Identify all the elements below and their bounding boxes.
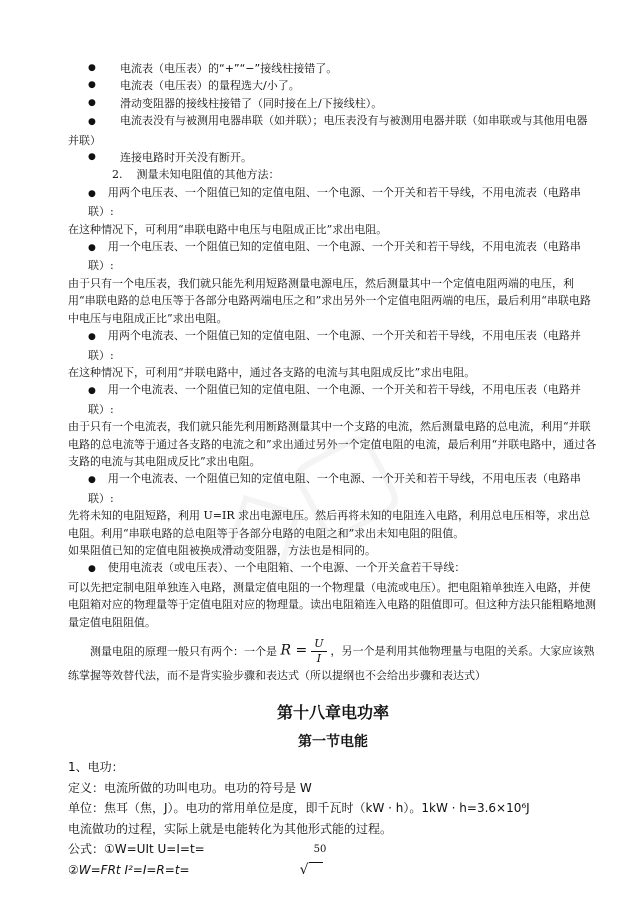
method-bullet: ● 用两个电流表、一个阻值已知的定值电阻、一个电源、一个开关和若干导线，不用电压表（电路并联）: (88, 329, 581, 362)
bullet-icon: ● (88, 243, 96, 254)
bullet-icon: ● (88, 188, 96, 199)
method-body: 可以先把定制电阻单独连入电路，测量定值电阻的一个物理量（电流或电压）。把电阻箱单独连入电路，并使电阻箱对应的物理量等于定值电阻对应的物理量。读出电阻箱连入电路的阻值即可。但这种方法只能粗略地测量定值电阻阻值。 (68, 580, 596, 629)
document-page (68, 60, 598, 880)
bullet-icon: ● (88, 80, 96, 91)
fraction: $\frac{U}{I}$ (311, 637, 326, 666)
method-bullet: ● 用一个电流表、一个阻值已知的定值电阻、一个电源、一个开关和若干导线，不用电压表（电路并联）: (88, 383, 581, 416)
sqrt-icon: √ (300, 860, 323, 881)
method-note: 如果阻值已知的定值电阻被换成滑动变阻器，方法也是相同的。 (68, 543, 376, 557)
bullet-icon: ● (88, 386, 96, 397)
page-number: 50 (313, 844, 327, 855)
energy-section (68, 757, 598, 880)
list-item: ● 电流表（电压表）的“+”“−”接线柱接错了。 (68, 60, 598, 77)
energy-heading: 1、电功： (68, 760, 124, 774)
method-body: 在这种情况下，可利用“并联电路中，通过各支路的电流与其电阻成反比”求出电阻。 (68, 365, 476, 379)
energy-definition: 定义：电流所做的功叫电功。电功的符号是 W (68, 780, 312, 795)
method-bullet: ● 使用电流表（或电压表）、一个电阻箱、一个电源、一个开关盒若干导线： (88, 561, 466, 575)
bullet-icon: ● (88, 63, 96, 73)
energy-unit: 单位：焦耳（焦，J）。电功的常用单位是度，即千瓦时（kW · h）。1kW · h=3.6×10⁶J (68, 801, 530, 815)
bullet-icon: ● (88, 475, 96, 486)
method-body: 由于只有一个电流表，我们就只能先利用断路测量其中一个支路的电流，然后测量电路的总电流，利用“并联电路的总电流等于通过各支路的电流之和”求出通过另外一个定值电阻的电流，最后利用“并联电路中，通过各支路的电流与其电阻成反比”求出电阻。 (68, 420, 597, 468)
methods-list (68, 184, 598, 631)
energy-process: 电流做功的过程，实际上就是电能转化为其他形式能的过程。 (68, 821, 393, 836)
bullet-icon: ● (88, 152, 96, 163)
list-item: ● 电流表（电压表）的量程选大/小了。 (68, 77, 598, 94)
bullet-icon: ● (88, 117, 96, 128)
method-bullet: ● 用两个电压表、一个阻值已知的定值电阻、一个电源、一个开关和若干导线，不用电流表（电路串联）: (88, 185, 581, 219)
formula-lhs: R = (280, 642, 308, 659)
method-body: 先将未知的电阻短路，利用 U=IR 求出电源电压。然后再将未知的电阻连入电路，利用总电压相等，求出总电阻。利用“串联电路的总电阻等于各部分电路的电阻之和”求出未知电阻的阻值。 (68, 509, 591, 540)
list-item: ● 滑动变阻器的接线柱接错了（同时接在上/下接线柱）。 (68, 95, 598, 112)
list-item: ● 连接电路时开关没有断开。 (68, 149, 598, 166)
method-body: 由于只有一个电压表，我们就只能先利用短路测量电源电压，然后测量其中一个定值电阻两端的电压，利用“串联电路的总电压等于各部分电路两端电压之和”求出另外一个定值电阻两端的电压，最后利用“串联电路中电压与电阻成正比”求出电阻。 (68, 276, 591, 325)
list-item: ● 电流表没有与被测用电器串联（如并联）；电压表没有与被测用电器并联（如串联或与其他用电器并联） (68, 114, 588, 147)
bullet-icon: ● (88, 97, 96, 108)
energy-formula-1: 公式：①W=UIt U=I=t= (68, 842, 205, 856)
bullet-icon: ● (88, 332, 96, 343)
numbered-heading: 2. 测量未知电阻值的其他方法： (112, 168, 280, 182)
section-title: 第一节电能 (298, 734, 368, 750)
energy-formula-2: ②W=FRt I²=I=R=t= √ (68, 860, 598, 881)
method-bullet: ● 用一个电压表、一个阻值已知的定值电阻、一个电源、一个开关和若干导线，不用电流表（电路串联）: (88, 240, 581, 273)
bullet-list-top (68, 60, 598, 166)
method-body: 在这种情况下，可利用“串联电路中电压与电阻成正比”求出电阻。 (68, 222, 388, 236)
bullet-icon: ● (88, 564, 96, 575)
method-bullet: ● 用一个电流表、一个阻值已知的定值电阻、一个电源、一个开关和若干导线，不用电压表（电路串联）: (88, 472, 581, 505)
principle-paragraph: 测量电阻的原理一般只有两个：一个是 R = $\frac{U}{I}$ ，另一个是利用其他物理量与电阻的关系。大家应该熟练掌握等效替代法，而不是背实验步骤和表达式（所以提纲也不会给出步骤和表达式） (68, 637, 595, 682)
chapter-title: 第十八章电功率 (276, 703, 389, 722)
